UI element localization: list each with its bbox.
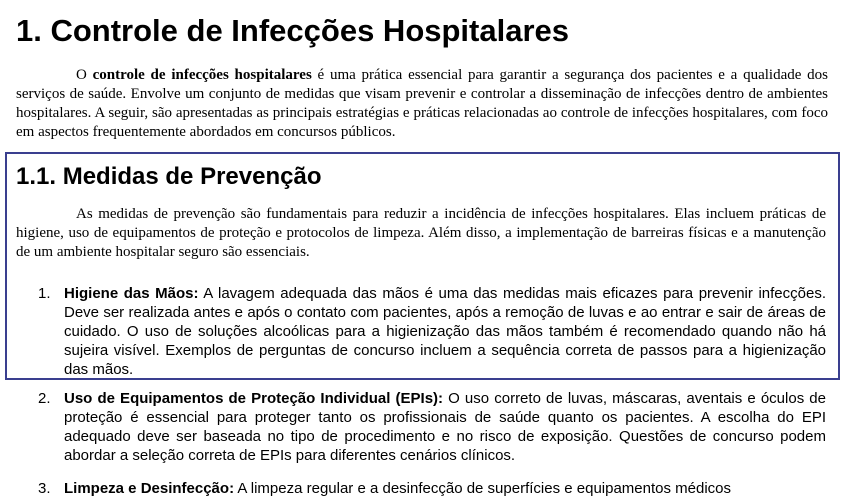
page-title: 1. Controle de Infecções Hospitalares bbox=[16, 13, 570, 48]
list-item-number: 1. bbox=[38, 285, 51, 302]
list-item bbox=[38, 479, 826, 498]
list-item-label: Uso de Equipamentos de Proteção Individual (EPIs): bbox=[64, 390, 444, 407]
intro-paragraph bbox=[16, 66, 828, 142]
intro-bold-term: controle de infecções hospitalares bbox=[92, 67, 312, 83]
list-item-text: A limpeza regular e a desinfecção de superfícies e equipamentos médicos bbox=[234, 480, 732, 497]
list-item-text: A lavagem adequada das mãos é uma das medidas mais eficazes para prevenir infecções. Deve ser realizada antes e após o contato com pacientes, após a remoção de luvas e ao entrar e sair de áreas de cuidado. O uso de soluções alcoólicas para a higienização das mãos também é recomendado quando não há sujeira visível. Exemplos de perguntas de concurso incluem a sequência correta de passos para a higienização das mãos. bbox=[64, 285, 826, 378]
list-item bbox=[38, 284, 826, 379]
list-item-number: 2. bbox=[38, 390, 51, 407]
list-item-label: Limpeza e Desinfecção: bbox=[64, 480, 235, 497]
list-item-number: 3. bbox=[38, 480, 51, 497]
list-item-text: O uso correto de luvas, máscaras, aventais e óculos de proteção é essencial para proteger tanto os profissionais de saúde quanto os pacientes. A escolha do EPI adequado deve ser baseada no tipo de procedimento e no risco de exposição. Questões de concurso podem abordar a seleção correta de EPIs para diferentes cenários clínicos. bbox=[64, 390, 826, 464]
intro-text-start: O bbox=[76, 67, 93, 83]
intro-text-rest: é uma prática essencial para garantir a segurança dos pacientes e a qualidade dos serviços de saúde. Envolve um conjunto de medidas que visam prevenir e controlar a disseminação de infecções dentro de ambientes hospitalares. A seguir, são apresentadas as principais estratégias e práticas relacionadas ao controle de infecções hospitalares, com foco em aspectos frequentemente abordados em concursos públicos. bbox=[16, 67, 828, 140]
list-item-label: Higiene das Mãos: bbox=[64, 285, 199, 302]
section-heading: 1.1. Medidas de Prevenção bbox=[16, 163, 322, 190]
list-item bbox=[38, 389, 826, 465]
section-paragraph: As medidas de prevenção são fundamentais para reduzir a incidência de infecções hospitalares. Elas incluem práticas de higiene, uso de equipamentos de proteção e protocolos de limpeza. Além disso, a implementação de barreiras físicas e a manutenção de um ambiente hospitalar seguro são essenciais. bbox=[16, 206, 826, 260]
